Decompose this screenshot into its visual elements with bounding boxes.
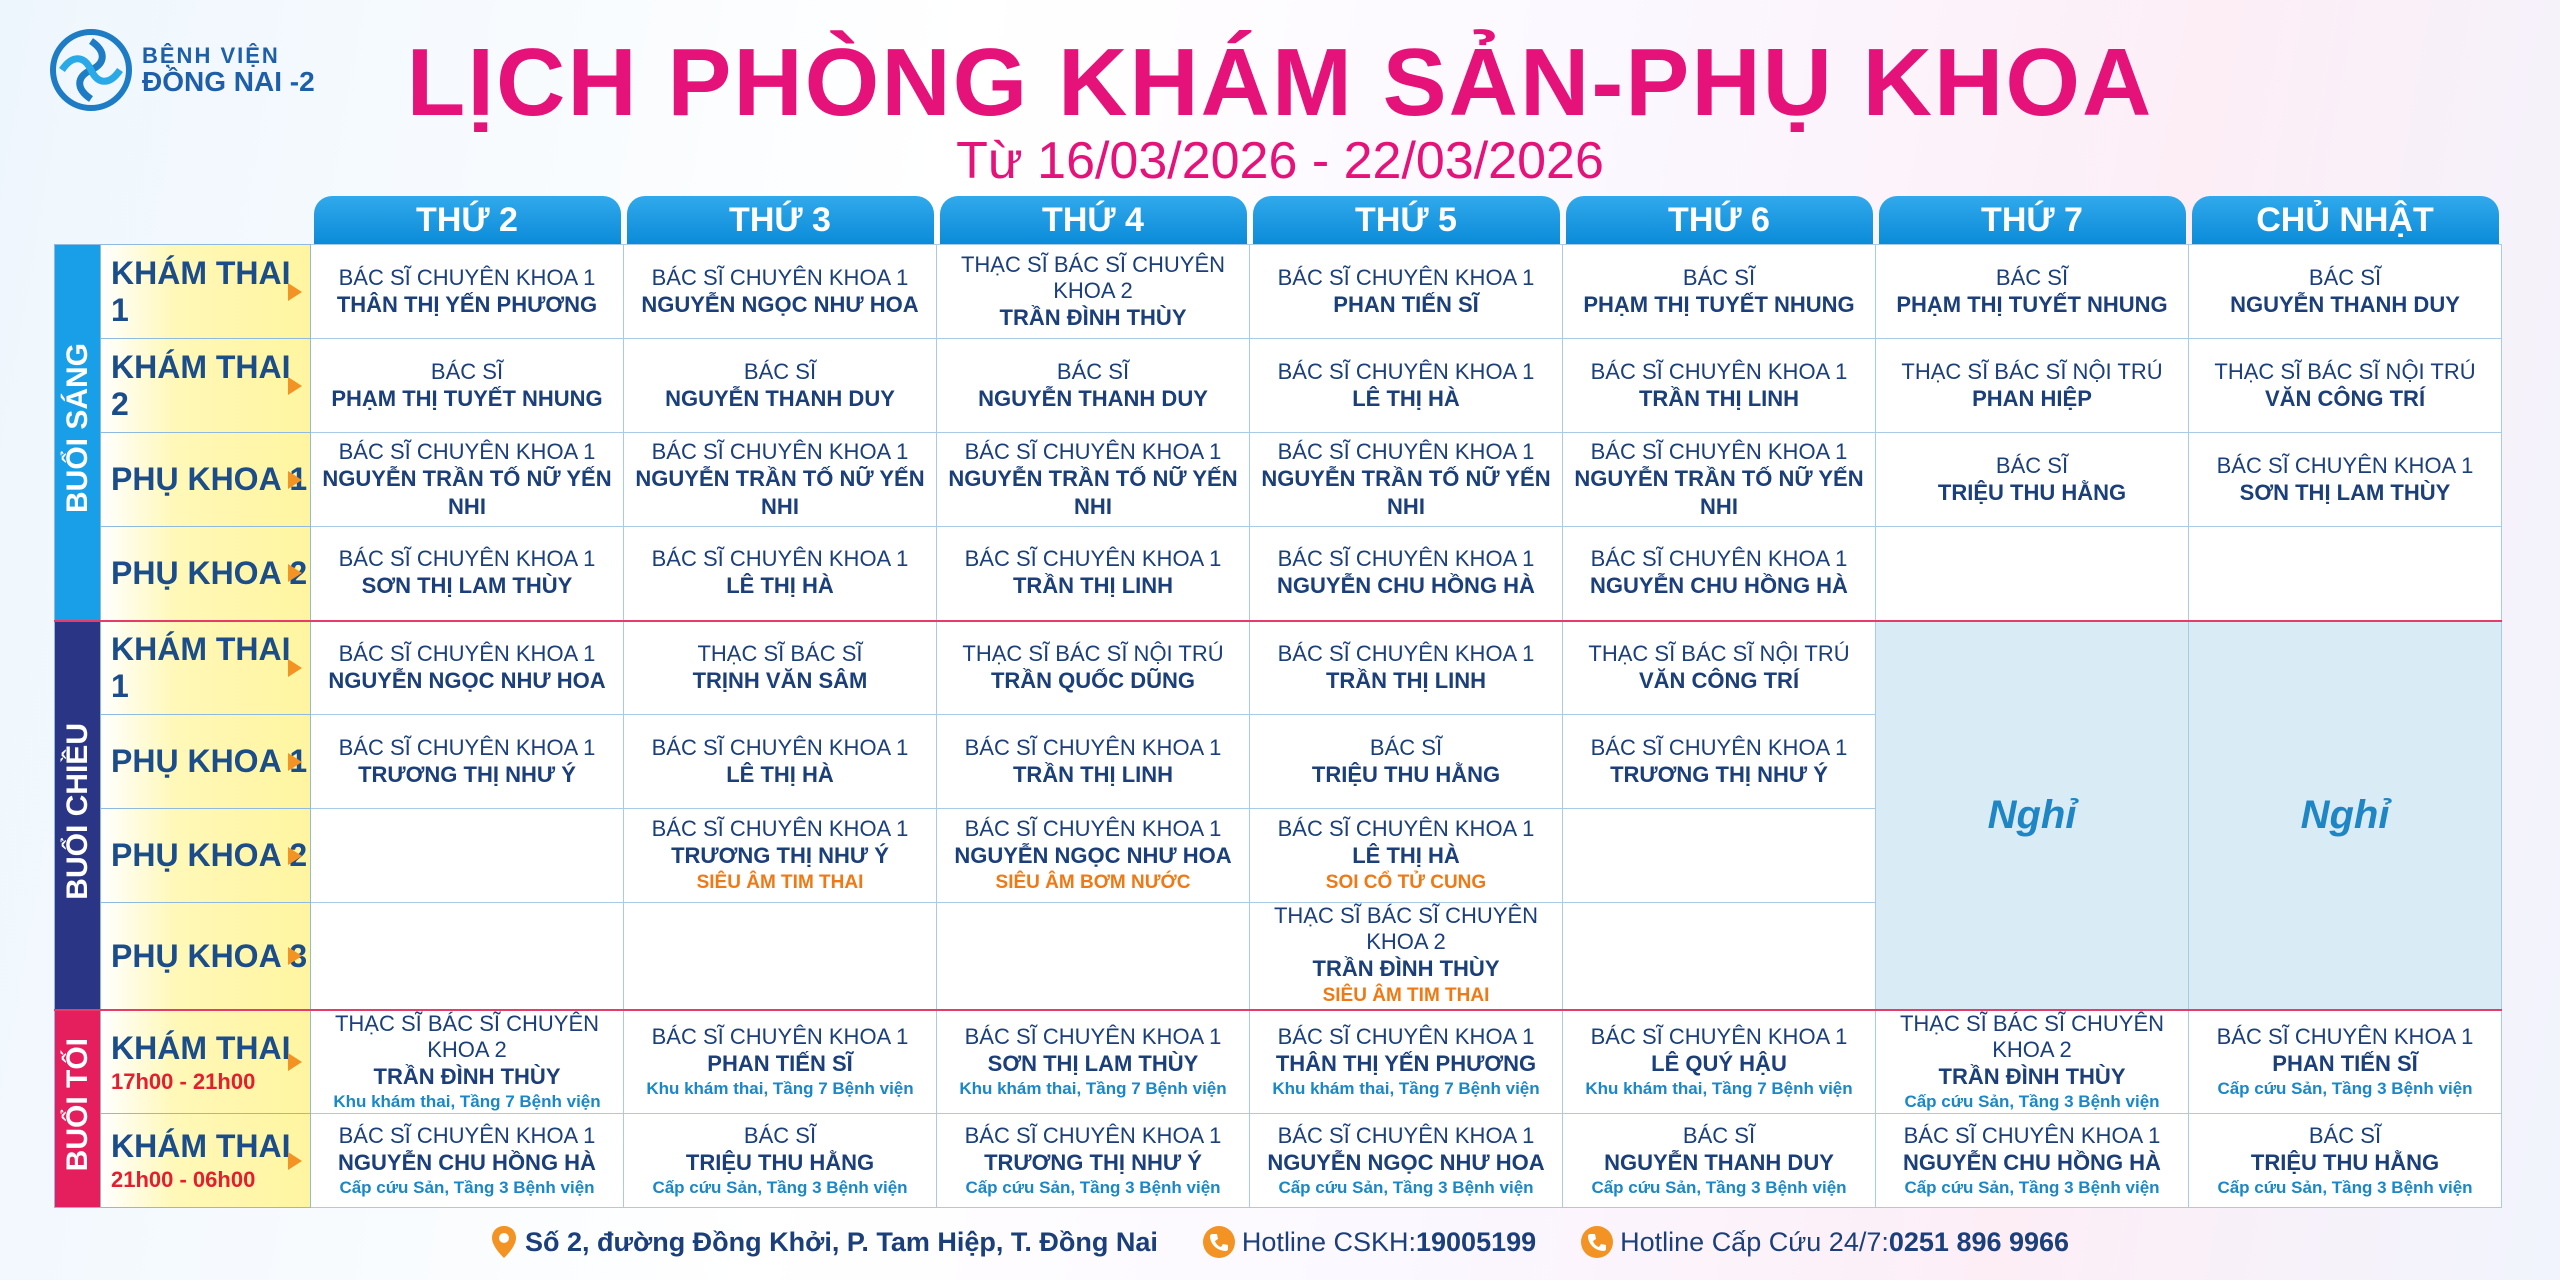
doctor-title: BÁC SĨ CHUYÊN KHOA 1 (964, 438, 1222, 464)
doctor-name: TRẦN ĐÌNH THÙY (999, 304, 1187, 330)
doctor-name: TRẦN THỊ LINH (1325, 667, 1487, 693)
arrow-right-icon (288, 377, 302, 395)
schedule-row (55, 1010, 2502, 1114)
doctor-title: BÁC SĨ CHUYÊN KHOA 1 (1590, 438, 1848, 464)
doctor-name: TRẦN ĐÌNH THÙY (1938, 1064, 2126, 1089)
doctor-cell (311, 339, 624, 433)
day-header-label: THỨ 3 (627, 196, 934, 244)
doctor-cell (1250, 809, 1563, 903)
doctor-title: BÁC SĨ CHUYÊN KHOA 1 (338, 546, 596, 572)
doctor-name: NGUYỄN CHU HỒNG HÀ (1277, 573, 1535, 599)
session-morning (55, 245, 101, 621)
doctor-name: LÊ THỊ HÀ (726, 761, 834, 787)
doctor-cell (311, 621, 624, 715)
doctor-title: THẠC SĨ BÁC SĨ CHUYÊN KHOA 2 (334, 1011, 600, 1062)
doctor-cell (937, 903, 1250, 1011)
doctor-cell (311, 809, 624, 903)
room-label (101, 527, 311, 621)
doctor-title: BÁC SĨ CHUYÊN KHOA 1 (964, 1024, 1222, 1049)
room-label (101, 809, 311, 903)
doctor-title: BÁC SĨ CHUYÊN KHOA 1 (1590, 1024, 1848, 1049)
day-off-cell: Nghỉ (1876, 621, 2189, 1011)
doctor-name: NGUYỄN TRẦN TỐ NỮ YẾN NHI (948, 465, 1238, 519)
doctor-title: BÁC SĨ CHUYÊN KHOA 1 (338, 640, 596, 666)
doctor-name: TRIỆU THU HẰNG (2250, 1149, 2440, 1175)
logo-line1: BỆNH VIỆN (142, 42, 280, 68)
doctor-cell (2189, 339, 2502, 433)
doctor-cell (2189, 433, 2502, 527)
doctor-name: TRẦN THỊ LINH (1012, 761, 1174, 787)
room-name: PHỤ KHOA 1 (111, 743, 308, 779)
room-name: KHÁM THAI 1 (111, 630, 291, 704)
doctor-title: BÁC SĨ CHUYÊN KHOA 1 (1590, 734, 1848, 760)
location-note: Cấp cứu Sản, Tầng 3 Bệnh viện (2217, 1177, 2473, 1197)
doctor-title: BÁC SĨ (1369, 734, 1443, 760)
doctor-cell (1876, 245, 2189, 339)
doctor-name: PHẠM THỊ TUYẾT NHUNG (331, 385, 603, 411)
room-name: PHỤ KHOA 3 (111, 937, 308, 974)
doctor-name: NGUYỄN THANH DUY (2230, 291, 2460, 317)
doctor-title: BÁC SĨ CHUYÊN KHOA 1 (651, 815, 909, 841)
doctor-cell (1563, 715, 1876, 809)
doctor-name: NGUYỄN THANH DUY (978, 385, 1208, 411)
doctor-name: SƠN THỊ LAM THÙY (2239, 479, 2451, 505)
doctor-title: THẠC SĨ BÁC SĨ NỘI TRÚ (1901, 358, 2163, 384)
doctor-title: BÁC SĨ CHUYÊN KHOA 1 (2216, 452, 2474, 478)
room-time: 17h00 - 21h00 (111, 1068, 256, 1094)
doctor-cell (624, 809, 937, 903)
doctor-cell (1563, 621, 1876, 715)
room-name: KHÁM THAI (111, 1029, 291, 1066)
day-header-label: CHỦ NHẬT (2192, 196, 2499, 244)
doctor-name: LÊ QUÝ HẬU (1651, 1051, 1787, 1076)
doctor-title: BÁC SĨ CHUYÊN KHOA 1 (338, 438, 596, 464)
doctor-cell (311, 433, 624, 527)
schedule-row (55, 1114, 2502, 1208)
doctor-cell (2189, 527, 2502, 621)
doctor-title: BÁC SĨ CHUYÊN KHOA 1 (651, 264, 909, 290)
room-time: 21h00 - 06h00 (111, 1167, 256, 1192)
doctor-name: TRƯƠNG THỊ NHƯ Ý (984, 1149, 1202, 1175)
doctor-cell (937, 621, 1250, 715)
arrow-right-icon (288, 753, 302, 771)
doctor-cell (937, 527, 1250, 621)
footer-hotline (1202, 1225, 1536, 1259)
doctor-name: NGUYỄN NGỌC NHƯ HOA (641, 291, 919, 317)
date-range: Từ 16/03/2026 - 22/03/2026 (956, 132, 1604, 190)
room-label (101, 339, 311, 433)
doctor-title: BÁC SĨ CHUYÊN KHOA 1 (964, 546, 1222, 572)
doctor-cell (1250, 1010, 1563, 1114)
location-note: Cấp cứu Sản, Tầng 3 Bệnh viện (1904, 1092, 2160, 1111)
doctor-title: THẠC SĨ BÁC SĨ NỘI TRÚ (2214, 358, 2476, 384)
doctor-title: BÁC SĨ CHUYÊN KHOA 1 (1277, 264, 1535, 290)
doctor-title: BÁC SĨ (1995, 452, 2069, 478)
doctor-name: TRẦN THỊ LINH (1638, 385, 1800, 411)
doctor-name: SƠN THỊ LAM THÙY (361, 573, 573, 599)
day-header (311, 196, 624, 245)
doctor-cell (624, 715, 937, 809)
doctor-title: BÁC SĨ (1995, 264, 2069, 290)
doctor-cell (624, 1010, 937, 1114)
room-label (101, 1010, 311, 1114)
session-label: BUỔI TỐI (60, 1038, 94, 1172)
schedule-table (54, 196, 2502, 1208)
doctor-cell (311, 715, 624, 809)
doctor-cell (937, 339, 1250, 433)
doctor-title: THẠC SĨ BÁC SĨ (697, 640, 863, 666)
doctor-name: TRẦN QUỐC DŨNG (990, 667, 1196, 693)
doctor-name: TRIỆU THU HẰNG (1937, 479, 2127, 505)
doctor-title: BÁC SĨ CHUYÊN KHOA 1 (651, 1024, 909, 1049)
doctor-name: NGUYỄN TRẦN TỐ NỮ YẾN NHI (1261, 465, 1551, 519)
doctor-name: TRỊNH VĂN SÂM (692, 667, 868, 693)
doctor-title: BÁC SĨ CHUYÊN KHOA 1 (1277, 546, 1535, 572)
doctor-cell (1250, 903, 1563, 1011)
doctor-name: THÂN THỊ YẾN PHƯƠNG (336, 291, 598, 317)
address-text: Số 2, đường Đồng Khởi, P. Tam Hiệp, T. Đồng Nai (524, 1226, 1158, 1257)
page-title: LỊCH PHÒNG KHÁM SẢN-PHỤ KHOA (406, 29, 2154, 136)
doctor-title: BÁC SĨ (2308, 1122, 2382, 1148)
day-header-label: THỨ 6 (1566, 196, 1873, 244)
doctor-cell (1250, 527, 1563, 621)
doctor-cell (624, 245, 937, 339)
room-name: PHỤ KHOA 2 (111, 554, 308, 591)
doctor-title: BÁC SĨ CHUYÊN KHOA 1 (1903, 1122, 2161, 1148)
doctor-cell (624, 433, 937, 527)
doctor-name: NGUYỄN THANH DUY (1604, 1149, 1834, 1175)
location-note: Cấp cứu Sản, Tầng 3 Bệnh viện (339, 1177, 595, 1197)
phone-icon (1202, 1225, 1236, 1259)
doctor-name: PHẠM THỊ TUYẾT NHUNG (1583, 291, 1855, 317)
doctor-cell (1563, 809, 1876, 903)
doctor-title: BÁC SĨ CHUYÊN KHOA 1 (1590, 546, 1848, 572)
doctor-name: TRƯƠNG THỊ NHƯ Ý (1610, 761, 1828, 787)
day-header (624, 196, 937, 245)
doctor-title: BÁC SĨ (1682, 1122, 1756, 1148)
day-header-label: THỨ 7 (1879, 196, 2186, 244)
day-header (937, 196, 1250, 245)
doctor-title: THẠC SĨ BÁC SĨ CHUYÊN KHOA 2 (1899, 1011, 2165, 1062)
doctor-title: BÁC SĨ CHUYÊN KHOA 1 (338, 1122, 596, 1148)
session-label: BUỔI SÁNG (60, 343, 94, 514)
schedule-row (55, 621, 2502, 715)
doctor-name: PHAN TIẾN SĨ (1333, 291, 1479, 317)
arrow-right-icon (288, 847, 302, 865)
room-name: PHỤ KHOA 2 (111, 837, 308, 873)
doctor-cell (1250, 621, 1563, 715)
doctor-cell (624, 527, 937, 621)
arrow-right-icon (288, 1053, 302, 1071)
doctor-cell (1876, 1010, 2189, 1114)
doctor-title: BÁC SĨ CHUYÊN KHOA 1 (1277, 1024, 1535, 1049)
doctor-cell (624, 1114, 937, 1208)
emergency-label: Hotline Cấp Cứu 24/7: (1620, 1226, 1889, 1257)
doctor-title: THẠC SĨ BÁC SĨ NỘI TRÚ (962, 640, 1224, 666)
doctor-cell (1876, 339, 2189, 433)
room-name: PHỤ KHOA 1 (111, 461, 308, 497)
footer-address (491, 1225, 1158, 1259)
doctor-name: NGUYỄN CHU HỒNG HÀ (1903, 1149, 2161, 1175)
location-note: Khu khám thai, Tầng 7 Bệnh viện (959, 1079, 1227, 1098)
doctor-cell (311, 527, 624, 621)
doctor-title: BÁC SĨ (1056, 358, 1130, 384)
room-name: KHÁM THAI 2 (111, 348, 291, 422)
doctor-cell (937, 433, 1250, 527)
arrow-right-icon (288, 659, 302, 677)
doctor-title: THẠC SĨ BÁC SĨ CHUYÊN KHOA 2 (960, 251, 1226, 303)
location-note: Cấp cứu Sản, Tầng 3 Bệnh viện (1591, 1177, 1847, 1197)
doctor-cell (1876, 1114, 2189, 1208)
schedule-row (55, 245, 2502, 339)
room-label (101, 245, 311, 339)
doctor-cell (1563, 339, 1876, 433)
doctor-cell (937, 809, 1250, 903)
session-evening (55, 1010, 101, 1208)
doctor-cell (1250, 1114, 1563, 1208)
day-header (2189, 196, 2502, 245)
doctor-name: LÊ THỊ HÀ (1352, 842, 1460, 868)
doctor-title: BÁC SĨ CHUYÊN KHOA 1 (1277, 640, 1535, 666)
service-note: SIÊU ÂM BƠM NƯỚC (995, 871, 1191, 893)
arrow-right-icon (288, 564, 302, 582)
doctor-name: TRƯƠNG THỊ NHƯ Ý (358, 761, 576, 787)
room-label (101, 621, 311, 715)
doctor-cell (1563, 527, 1876, 621)
doctor-title: BÁC SĨ CHUYÊN KHOA 1 (1277, 438, 1535, 464)
doctor-name: NGUYỄN THANH DUY (665, 385, 895, 411)
doctor-cell (2189, 245, 2502, 339)
doctor-name: NGUYỄN NGỌC NHƯ HOA (328, 667, 606, 693)
day-header (1250, 196, 1563, 245)
doctor-cell (1563, 245, 1876, 339)
day-header-label: THỨ 5 (1253, 196, 1560, 244)
doctor-name: VĂN CÔNG TRÍ (1638, 667, 1800, 693)
doctor-cell (937, 245, 1250, 339)
day-header-label: THỨ 4 (940, 196, 1247, 244)
location-note: Cấp cứu Sản, Tầng 3 Bệnh viện (1278, 1177, 1534, 1197)
doctor-title: BÁC SĨ (743, 1122, 817, 1148)
doctor-name: NGUYỄN NGỌC NHƯ HOA (1267, 1149, 1545, 1175)
doctor-title: BÁC SĨ CHUYÊN KHOA 1 (2216, 1024, 2474, 1049)
schedule-row (55, 527, 2502, 621)
doctor-cell (1250, 715, 1563, 809)
doctor-title: BÁC SĨ CHUYÊN KHOA 1 (1590, 358, 1848, 384)
doctor-title: BÁC SĨ CHUYÊN KHOA 1 (964, 1122, 1222, 1148)
doctor-cell (1250, 339, 1563, 433)
doctor-name: LÊ THỊ HÀ (1352, 385, 1460, 411)
hotline-label: Hotline CSKH: (1241, 1226, 1416, 1257)
doctor-title: BÁC SĨ CHUYÊN KHOA 1 (338, 264, 596, 290)
doctor-cell (2189, 1114, 2502, 1208)
doctor-name: TRƯƠNG THỊ NHƯ Ý (671, 842, 889, 868)
doctor-cell (2189, 1010, 2502, 1114)
doctor-title: THẠC SĨ BÁC SĨ NỘI TRÚ (1588, 640, 1850, 666)
doctor-cell (1563, 1010, 1876, 1114)
doctor-name: THÂN THỊ YẾN PHƯƠNG (1275, 1051, 1537, 1076)
service-note: SOI CỔ TỬ CUNG (1325, 871, 1487, 893)
doctor-name: TRIỆU THU HẰNG (685, 1149, 875, 1175)
session-label: BUỔI CHIỀU (60, 722, 94, 900)
emergency-number[interactable]: 0251 896 9966 (1888, 1226, 2070, 1257)
location-note: Cấp cứu Sản, Tầng 3 Bệnh viện (2217, 1079, 2473, 1098)
doctor-name: NGUYỄN NGỌC NHƯ HOA (954, 842, 1232, 868)
schedule-row (55, 433, 2502, 527)
service-note: SIÊU ÂM TIM THAI (696, 871, 864, 893)
room-label (101, 715, 311, 809)
room-label (101, 903, 311, 1011)
doctor-title: BÁC SĨ (430, 358, 504, 384)
location-pin-icon (491, 1225, 517, 1259)
doctor-title: BÁC SĨ CHUYÊN KHOA 1 (651, 734, 909, 760)
doctor-title: BÁC SĨ CHUYÊN KHOA 1 (1277, 815, 1535, 841)
phone-icon (1580, 1225, 1614, 1259)
doctor-title: BÁC SĨ CHUYÊN KHOA 1 (1277, 358, 1535, 384)
location-note: Khu khám thai, Tầng 7 Bệnh viện (1585, 1079, 1853, 1098)
room-label (101, 1114, 311, 1208)
doctor-cell (311, 1114, 624, 1208)
doctor-name: PHAN HIỆP (1972, 385, 2092, 411)
day-header (1876, 196, 2189, 245)
doctor-cell (311, 1010, 624, 1114)
footer (0, 1220, 2560, 1264)
hotline-number[interactable]: 19005199 (1416, 1226, 1537, 1257)
doctor-cell (1876, 433, 2189, 527)
logo-line2: ĐỒNG NAI -2 (142, 65, 315, 97)
doctor-name: SƠN THỊ LAM THÙY (987, 1051, 1199, 1076)
doctor-name: NGUYỄN CHU HỒNG HÀ (338, 1149, 596, 1175)
doctor-name: NGUYỄN CHU HỒNG HÀ (1590, 573, 1848, 599)
doctor-name: PHAN TIẾN SĨ (2272, 1051, 2418, 1076)
room-label (101, 433, 311, 527)
doctor-cell (311, 903, 624, 1011)
doctor-cell (1563, 1114, 1876, 1208)
doctor-title: BÁC SĨ CHUYÊN KHOA 1 (1277, 1122, 1535, 1148)
doctor-cell (1250, 433, 1563, 527)
doctor-title: BÁC SĨ CHUYÊN KHOA 1 (964, 815, 1222, 841)
doctor-title: BÁC SĨ (1682, 264, 1756, 290)
doctor-title: BÁC SĨ (2308, 264, 2382, 290)
location-note: Khu khám thai, Tầng 7 Bệnh viện (646, 1079, 914, 1098)
location-note: Cấp cứu Sản, Tầng 3 Bệnh viện (1904, 1177, 2160, 1197)
doctor-title: BÁC SĨ CHUYÊN KHOA 1 (651, 546, 909, 572)
doctor-cell (937, 1114, 1250, 1208)
doctor-name: TRẦN THỊ LINH (1012, 573, 1174, 599)
room-name: KHÁM THAI (111, 1128, 291, 1164)
doctor-cell (1250, 245, 1563, 339)
doctor-cell (624, 339, 937, 433)
doctor-name: TRẦN ĐÌNH THÙY (1312, 956, 1500, 981)
doctor-name: TRẦN ĐÌNH THÙY (373, 1064, 561, 1089)
location-note: Khu khám thai, Tầng 7 Bệnh viện (1272, 1079, 1540, 1098)
doctor-name: PHAN TIẾN SĨ (707, 1051, 853, 1076)
location-note: Cấp cứu Sản, Tầng 3 Bệnh viện (652, 1177, 908, 1197)
doctor-name: NGUYỄN TRẦN TỐ NỮ YẾN NHI (635, 465, 925, 519)
location-note: Khu khám thai, Tầng 7 Bệnh viện (333, 1092, 601, 1111)
arrow-right-icon (288, 471, 302, 489)
doctor-name: NGUYỄN TRẦN TỐ NỮ YẾN NHI (1574, 465, 1864, 519)
session-afternoon (55, 621, 101, 1011)
day-header-label: THỨ 2 (314, 196, 621, 244)
day-off-cell: Nghỉ (2189, 621, 2502, 1011)
doctor-cell (624, 903, 937, 1011)
doctor-title: BÁC SĨ CHUYÊN KHOA 1 (338, 734, 596, 760)
service-note: SIÊU ÂM TIM THAI (1322, 985, 1490, 1006)
arrow-right-icon (288, 283, 302, 301)
doctor-name: NGUYỄN TRẦN TỐ NỮ YẾN NHI (322, 465, 612, 519)
schedule-row (55, 339, 2502, 433)
day-header (1563, 196, 1876, 245)
doctor-title: BÁC SĨ CHUYÊN KHOA 1 (651, 438, 909, 464)
arrow-right-icon (288, 947, 302, 965)
arrow-right-icon (288, 1152, 302, 1170)
doctor-title: BÁC SĨ (743, 358, 817, 384)
doctor-name: VĂN CÔNG TRÍ (2264, 385, 2426, 411)
doctor-cell (1563, 903, 1876, 1011)
doctor-cell (311, 245, 624, 339)
doctor-cell (1563, 433, 1876, 527)
room-name: KHÁM THAI 1 (111, 254, 291, 328)
doctor-title: BÁC SĨ CHUYÊN KHOA 1 (964, 734, 1222, 760)
doctor-name: TRIỆU THU HẰNG (1311, 761, 1501, 787)
doctor-cell (937, 715, 1250, 809)
footer-emergency (1580, 1225, 2069, 1259)
doctor-cell (1876, 527, 2189, 621)
doctor-cell (937, 1010, 1250, 1114)
doctor-cell (624, 621, 937, 715)
location-note: Cấp cứu Sản, Tầng 3 Bệnh viện (965, 1177, 1221, 1197)
doctor-name: PHẠM THỊ TUYẾT NHUNG (1896, 291, 2168, 317)
doctor-title: THẠC SĨ BÁC SĨ CHUYÊN KHOA 2 (1273, 903, 1539, 954)
doctor-name: LÊ THỊ HÀ (726, 573, 834, 599)
